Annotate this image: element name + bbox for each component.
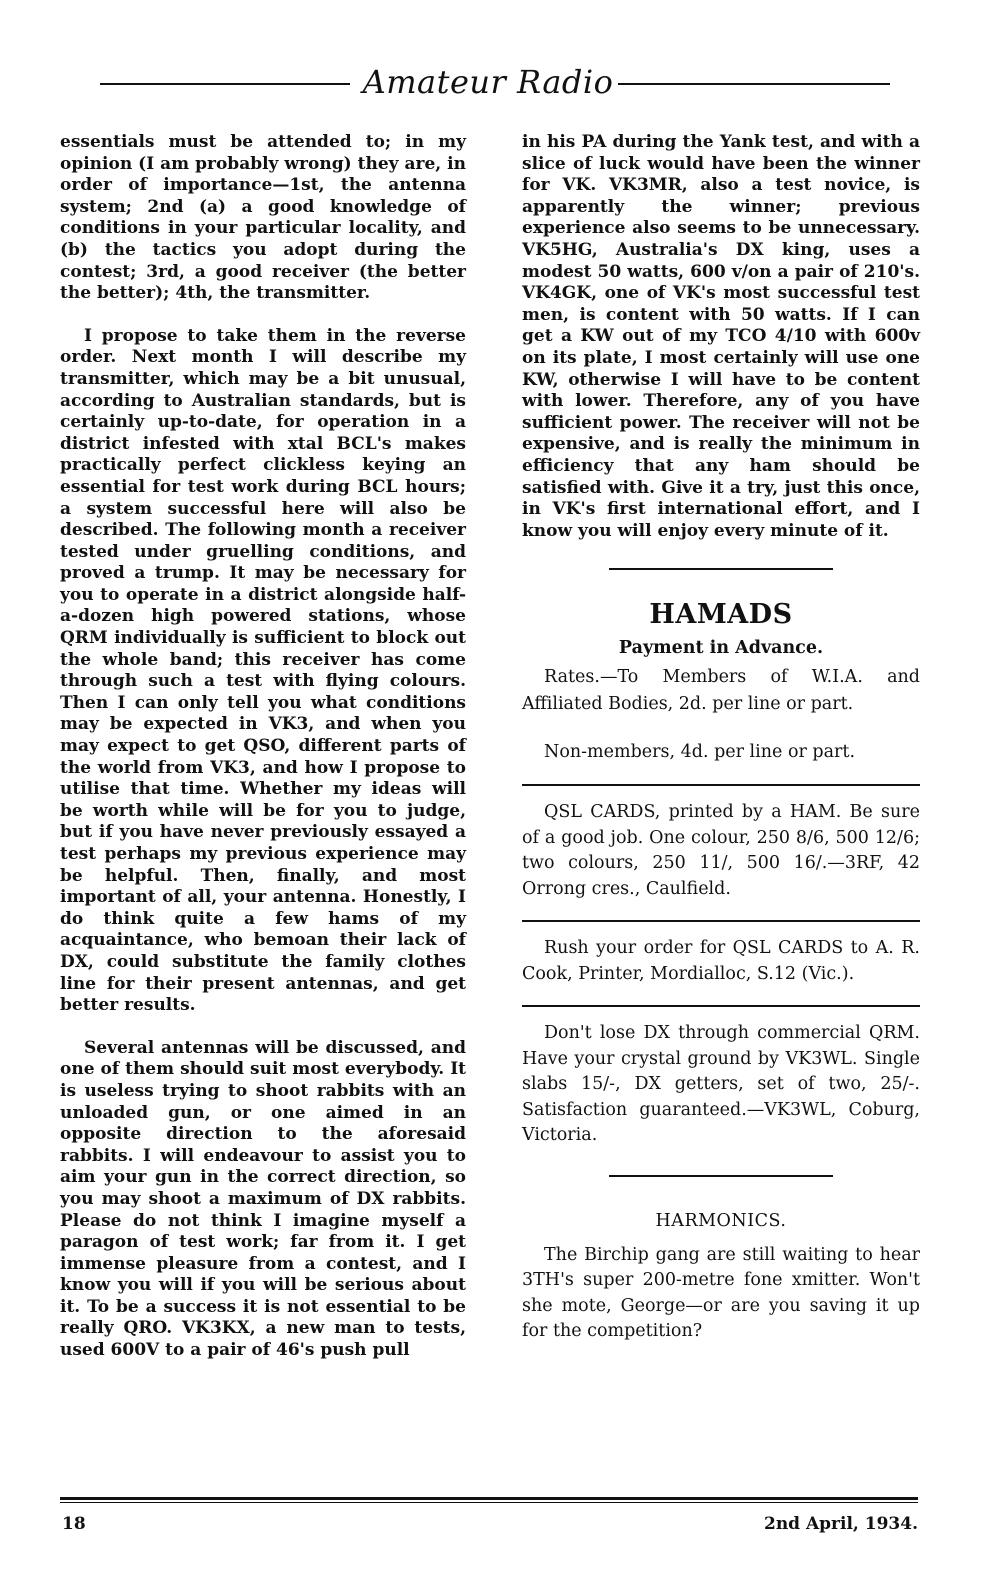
rates-line: Non-members, 4d. per line or part. bbox=[544, 742, 856, 763]
ad-divider bbox=[522, 920, 920, 922]
harmonics-heading: HARMONICS. bbox=[655, 1210, 787, 1231]
right-column bbox=[522, 132, 920, 1345]
classified-ad bbox=[522, 1021, 920, 1149]
footer-rule bbox=[60, 1497, 918, 1500]
hamads-subheading: Payment in Advance. bbox=[618, 638, 824, 659]
masthead-rule-left bbox=[100, 83, 350, 85]
article-paragraph: I propose to take them in the reverse order. Next month I will describe my transmitter, which may be a bit unusual, according to Australian standards, but is certainly up-to-date, for operation in a district infested with xtal BCL's makes practically perfect clickless keying an essential for test work during BCL hours; a system successful here will also be described. The following month a receiver tested under gruelling conditions, and proved a trump. It may be necessary for you to operate in a district alongside half-a-dozen high powered stations, whose QRM individually is sufficient to block out the whole band; this receiver has come through such a test with flying colours. Then I can only tell you what conditions may be expected in VK3, and when you may expect to get QSO, different parts of the world from VK3, and how I propose to utilise that time. Whether my ideas will be worth while will be for you to judge, but if you have never previously essayed a test perhaps my previous experience may be helpful. Then, finally, and most important of all, your antenna. Honestly, I do think quite a few hams of my acquaintance, who bemoan their lack of DX, could substitute the family clothes line for their present antennas, and get better results. bbox=[60, 325, 466, 1016]
article-paragraph: Several antennas will be discussed, and one of them should suit most everybody. It is useless trying to shoot rabbits with an unloaded gun, or one aimed in an opposite direction to the aforesaid rabbits. I will endeavour to assist you to aim your gun in the correct direction, so you may shoot a maximum of DX rabbits. Please do not think I imagine myself a paragon of test work; far from it. I get immense pleasure from a contest, and I know you will if you will be serious about it. To be a success it is not essential to be really QRO. VK3KX, a new man to tests, used 600V to a pair of 46's push pull bbox=[60, 1037, 466, 1361]
ad-text: QSL CARDS, printed by a HAM. Be sure of a good job. One colour, 250 8/6, 500 12/6; two colours, 250 11/, 500 16/.—3RF, 42 Orrong cres., Caulfield. bbox=[522, 802, 920, 899]
ad-divider bbox=[522, 784, 920, 786]
footer-rule-thin bbox=[60, 1502, 918, 1503]
harmonics-text: The Birchip gang are still waiting to hear 3TH's super 200-metre fone xmitter. Won't she mote, George—or are you saving it up for the competition? bbox=[522, 1244, 920, 1342]
harmonics-section bbox=[522, 1243, 920, 1345]
classified-ad bbox=[522, 936, 920, 987]
section-divider bbox=[609, 568, 833, 570]
classified-ad bbox=[522, 800, 920, 902]
ad-text: Rush your order for QSL CARDS to A. R. Cook, Printer, Mordialloc, S.12 (Vic.). bbox=[522, 938, 920, 984]
section-divider bbox=[609, 1175, 833, 1177]
masthead bbox=[100, 62, 890, 102]
hamads-heading: HAMADS bbox=[649, 599, 793, 631]
left-column bbox=[60, 132, 466, 1362]
page-number: 18 bbox=[62, 1514, 86, 1534]
masthead-title: Amateur Radio bbox=[362, 63, 614, 101]
ad-text: Don't lose DX through commercial QRM. Have your crystal ground by VK3WL. Single slabs 15/-, DX getters, set of two, 25/-. Satisfaction guaranteed.—VK3WL, Coburg, Victoria. bbox=[522, 1023, 920, 1146]
article-continuation: in his PA during the Yank test, and with a slice of luck would have been the winner for VK. VK3MR, also a test novice, is apparently the winner; previous experience also seems to be unnecessary. VK5HG, Australia's DX king, uses a modest 50 watts, 600 v/on a pair of 210's. VK4GK, one of VK's most successful test men, is content with 50 watts. If I can get a KW out of my TCO 4/10 with 600v on its plate, I most certainly will use one KW, otherwise I will have to be content with lower. Therefore, any of you have sufficient power. The receiver will not be expensive, and is really the minimum in efficiency that any ham should be satisfied with. Give it a try, just this once, in VK's first international effort, and I know you will enjoy every minute of it. bbox=[522, 132, 920, 541]
article-paragraph: essentials must be attended to; in my opinion (I am probably wrong) they are, in order of importance—1st, the antenna system; 2nd (a) a good knowledge of conditions in your particular locality, and (b) the tactics you adopt during the contest; 3rd, a good receiver (the better the better); 4th, the transmitter. bbox=[60, 132, 466, 304]
ad-divider bbox=[522, 1005, 920, 1007]
masthead-rule-right bbox=[618, 83, 890, 85]
hamads-rates bbox=[522, 664, 920, 766]
rates-line: Rates.—To Members of W.I.A. and Affiliated Bodies, 2d. per line or part. bbox=[522, 667, 920, 715]
issue-date: 2nd April, 1934. bbox=[763, 1514, 918, 1534]
